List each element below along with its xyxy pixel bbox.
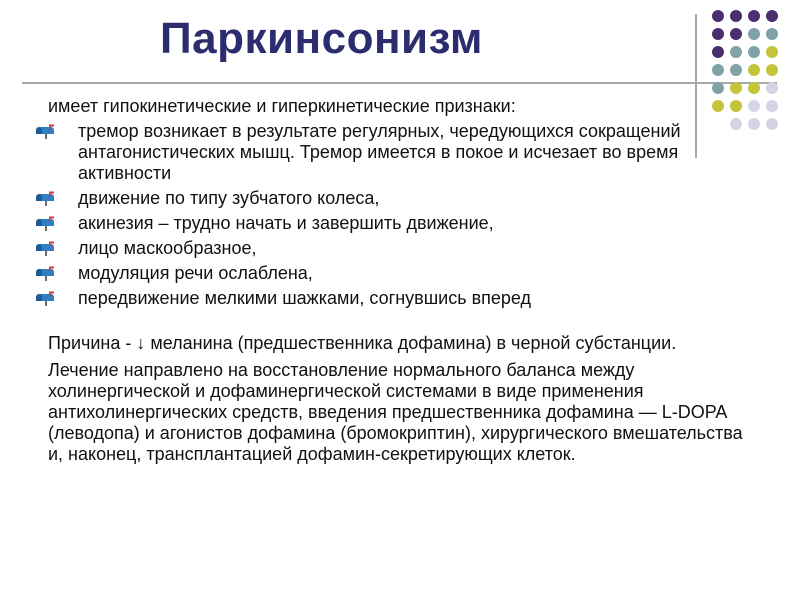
decor-dot — [766, 118, 778, 130]
decor-dot — [712, 10, 724, 22]
mailbox-icon — [36, 266, 56, 281]
list-item — [48, 188, 748, 209]
list-item — [48, 288, 748, 309]
list-item — [48, 238, 748, 259]
slide-content — [48, 96, 748, 465]
decor-dot — [730, 64, 742, 76]
decor-dot — [766, 28, 778, 40]
decor-dot — [712, 28, 724, 40]
decor-dot — [712, 46, 724, 58]
intro-text: имеет гипокинетические и гиперкинетические признаки: — [48, 96, 516, 116]
decor-dot — [766, 10, 778, 22]
decor-dot — [748, 100, 760, 112]
decor-dot — [748, 118, 760, 130]
decor-dot — [766, 64, 778, 76]
slide-title: Паркинсонизм — [160, 14, 483, 63]
decor-dot — [730, 46, 742, 58]
list-item-text: движение по типу зубчатого колеса, — [78, 188, 380, 208]
decor-dot — [712, 64, 724, 76]
decor-dot — [748, 46, 760, 58]
list-item — [48, 263, 748, 284]
list-item-text: передвижение мелкими шажками, согнувшись вперед — [78, 288, 532, 308]
list-item-text: акинезия – трудно начать и завершить движение, — [78, 213, 494, 233]
list-item — [48, 213, 748, 234]
list-item-text: тремор возникает в результате регулярных, чередующихся сокращений антагонистических мышц. Тремор имеется в покое и исчезает во время активности — [78, 121, 681, 183]
decor-dot — [748, 28, 760, 40]
list-item — [48, 121, 748, 184]
decor-dot — [730, 82, 742, 94]
mailbox-icon — [36, 216, 56, 231]
mailbox-icon — [36, 124, 56, 139]
decor-dot — [712, 82, 724, 94]
decor-dot — [730, 28, 742, 40]
cause-paragraph: Причина - ↓ меланина (предшественника дофамина) в черной субстанции. — [48, 333, 677, 353]
symptom-list — [48, 121, 748, 309]
mailbox-icon — [36, 291, 56, 306]
decor-horizontal-line — [22, 82, 777, 84]
list-item-text: модуляция речи ослаблена, — [78, 263, 313, 283]
mailbox-icon — [36, 241, 56, 256]
decor-dot — [766, 82, 778, 94]
decor-dot — [748, 64, 760, 76]
decor-dot — [766, 100, 778, 112]
decor-dot — [748, 82, 760, 94]
decor-dot — [766, 46, 778, 58]
decor-dot — [730, 10, 742, 22]
mailbox-icon — [36, 191, 56, 206]
list-item-text: лицо маскообразное, — [78, 238, 257, 258]
treatment-paragraph: Лечение направлено на восстановление нормального баланса между холинергической и дофаминергической системами в виде применения антихолинергических средств, введения предшественника дофамина — L-DOPA (леводопа) и агонистов дофамина (бромокриптин), хирургического вмешательства и, наконец, трансплантацией дофамин-секретирующих клеток. — [48, 360, 743, 464]
decor-dot — [748, 10, 760, 22]
